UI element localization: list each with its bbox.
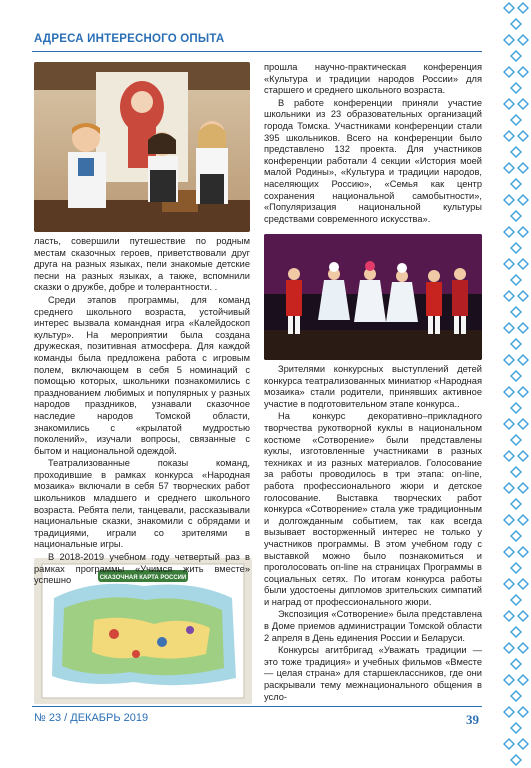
paragraph: На конкурс декоративно–прикладного творчества рукотворной куклы в национальном костюме «Сотворение» были представлены куклы, изготовленные участниками в разных техниках и из разных материалов. Голосование за работы проводилось в три этапа: on-line, работа профессионального жюри и детское голосование. Выставка творческих работ конкурса «Сотворение» стала уже традиционным и долгожданным событием, так как всегда вызывает восторженный интерес не только у участников программы. В этом учебном году с выставкой можно было познакомиться и проголосовать on-line на страницах Программы в социальных сетях. По итогам конкурса работы были удостоены дипломов зрительских симпатий и наград от профессионального жюри. bbox=[264, 411, 482, 607]
diamond-ornament bbox=[511, 563, 521, 573]
diamond-ornament bbox=[511, 51, 521, 61]
diamond-ornament bbox=[511, 339, 521, 349]
diamond-ornament bbox=[504, 643, 514, 653]
diamond-ornament bbox=[511, 211, 521, 221]
diamond-ornament bbox=[511, 531, 521, 541]
diamond-ornament bbox=[511, 403, 521, 413]
diamond-ornament bbox=[518, 227, 528, 237]
diamond-ornament bbox=[504, 707, 514, 717]
map-banner-text: СКАЗОЧНАЯ КАРТА РОССИИ bbox=[99, 575, 187, 581]
diamond-ornament bbox=[504, 419, 514, 429]
diamond-ornament bbox=[511, 595, 521, 605]
diamond-ornament bbox=[504, 35, 514, 45]
paragraph: прошла научно-практическая конференция «Культура и традиции народов России» для старшего и среднего школьного возраста. bbox=[264, 62, 482, 96]
diamond-ornament bbox=[504, 99, 514, 109]
diamond-ornament bbox=[504, 259, 514, 269]
diamond-ornament bbox=[518, 163, 528, 173]
diamond-ornament bbox=[518, 195, 528, 205]
diamond-ornament bbox=[511, 115, 521, 125]
diamond-ornament bbox=[511, 19, 521, 29]
paragraph: ласть, совершили путешествие по родным местам сказочных героев, приветствовали друг друга на разных языках, пели знакомые детские песни на разных языках, а также, вспомнили сказки о дружбе, добре и толерантности. . bbox=[34, 236, 250, 293]
diamond-ornament bbox=[511, 83, 521, 93]
diamond-ornament bbox=[518, 547, 528, 557]
photo-children-puppets bbox=[34, 62, 250, 232]
diamond-ornament bbox=[518, 611, 528, 621]
diamond-ornament bbox=[511, 691, 521, 701]
photo-dancers-stage bbox=[264, 234, 482, 360]
diamond-ornament bbox=[504, 131, 514, 141]
diamond-ornament bbox=[518, 35, 528, 45]
diamond-ornament bbox=[518, 643, 528, 653]
diamond-ornament bbox=[511, 179, 521, 189]
diamond-ornament bbox=[518, 131, 528, 141]
paragraph: Театрализованные показы команд, проходившие в рамках конкурса «Народная мозаика» включали в себя 57 творческих работ школьников младшего и среднего школьного возраста. Ребята пели, танцевали, рассказывали национальные сказки, знакомили с обрядами и традициями, играли со зрителями в национальные игры. bbox=[34, 458, 250, 550]
diamond-ornament bbox=[518, 67, 528, 77]
right-column-top-text bbox=[264, 62, 482, 226]
diamond-ornament bbox=[511, 147, 521, 157]
issue-label: № 23 / ДЕКАБРЬ 2019 bbox=[34, 712, 149, 724]
diamond-ornament bbox=[511, 243, 521, 253]
diamond-ornament bbox=[518, 579, 528, 589]
paragraph: В работе конференции приняли участие школьники из 23 образовательных организаций города Томска. Участниками конференции стали 395 школьников. Всего на конференции было представлено 132 проекта. Для участников конференции работали 4 секции «История моей малой Родины», «Культура и традиции народов, населяющих Россию», «Семья как центр сохранения национальной самобытности», «Популяризация национальной культуры средствами современного искусства». bbox=[264, 97, 482, 224]
diamond-ornament bbox=[504, 611, 514, 621]
diamond-ornament bbox=[511, 499, 521, 509]
diamond-ornament bbox=[504, 387, 514, 397]
diamond-ornament bbox=[518, 3, 528, 13]
left-column-text bbox=[34, 236, 250, 588]
section-title: АДРЕСА ИНТЕРЕСНОГО ОПЫТА bbox=[34, 33, 225, 45]
diamond-ornament bbox=[504, 739, 514, 749]
diamond-ornament bbox=[511, 659, 521, 669]
diamond-ornament bbox=[511, 467, 521, 477]
page-number: 39 bbox=[466, 712, 479, 727]
diamond-ornament bbox=[504, 515, 514, 525]
diamond-ornament bbox=[511, 435, 521, 445]
diamond-ornament bbox=[518, 451, 528, 461]
diamond-ornament bbox=[504, 67, 514, 77]
paragraph: Зрителями конкурсных выступлений детей конкурса театрализованных миниатюр «Народная мозаика» стали родители, принявших активное участие в подготовительном этапе конкурса.. bbox=[264, 364, 482, 409]
diamond-ornament bbox=[504, 675, 514, 685]
diamond-ornament bbox=[511, 723, 521, 733]
diamond-border-ornament bbox=[499, 0, 531, 768]
diamond-ornament bbox=[504, 579, 514, 589]
diamond-ornament bbox=[518, 291, 528, 301]
diamond-ornament bbox=[518, 259, 528, 269]
diamond-ornament bbox=[511, 371, 521, 381]
diamond-ornament bbox=[504, 227, 514, 237]
diamond-ornament bbox=[511, 755, 521, 765]
diamond-ornament bbox=[504, 355, 514, 365]
diamond-ornament bbox=[504, 547, 514, 557]
diamond-ornament bbox=[518, 387, 528, 397]
diamond-ornament bbox=[511, 627, 521, 637]
diamond-ornament bbox=[504, 323, 514, 333]
diamond-ornament bbox=[518, 323, 528, 333]
paragraph: В 2018-2019 учебном году четвертый раз в рамках программы «Учимся жить вместе» успешно bbox=[34, 552, 250, 586]
diamond-ornament bbox=[511, 275, 521, 285]
diamond-ornament bbox=[504, 451, 514, 461]
header-divider bbox=[32, 51, 482, 52]
diamond-ornament bbox=[504, 163, 514, 173]
diamond-ornament bbox=[518, 483, 528, 493]
right-column-bottom-text bbox=[264, 364, 482, 704]
diamond-ornament bbox=[518, 419, 528, 429]
diamond-ornament bbox=[511, 307, 521, 317]
diamond-ornament bbox=[518, 675, 528, 685]
paragraph: Конкурсы агитбригад «Уважать традиции — это тоже традиция» и учебных фильмов «Вместе — целая страна» для старшеклассников, где они раскрывали тему межнационального общения в усло- bbox=[264, 645, 482, 702]
diamond-ornament bbox=[518, 515, 528, 525]
footer-divider bbox=[32, 706, 482, 707]
diamond-ornament bbox=[504, 291, 514, 301]
diamond-ornament bbox=[504, 195, 514, 205]
diamond-ornament bbox=[518, 355, 528, 365]
diamond-ornament bbox=[518, 739, 528, 749]
paragraph: Экспозиция «Сотворение» была представлена в Доме приемов администрации Томской области 2 апреля в День единения России и Беларуси. bbox=[264, 609, 482, 643]
diamond-ornament bbox=[504, 3, 514, 13]
diamond-ornament bbox=[518, 99, 528, 109]
diamond-ornament bbox=[504, 483, 514, 493]
paragraph: Среди этапов программы, для команд среднего школьного возраста, устойчивый интерес вызвала командная игра «Калейдоскоп культур». На мероприятии была создана дружеская, позитивная атмосфера. Для каждой команды была предложена работа с игровым полем, включающем в себя 5 номинаций с помощью которых, школьники познакомились с празднованием любимых и популярных у разных народов праздников, узнавали сказочное наследие народов Томской области, знакомились с «крылатой мудростью поколений», изучали вопросы, связанные с бытом и национальной одеждой. bbox=[34, 294, 250, 456]
diamond-ornament bbox=[518, 707, 528, 717]
